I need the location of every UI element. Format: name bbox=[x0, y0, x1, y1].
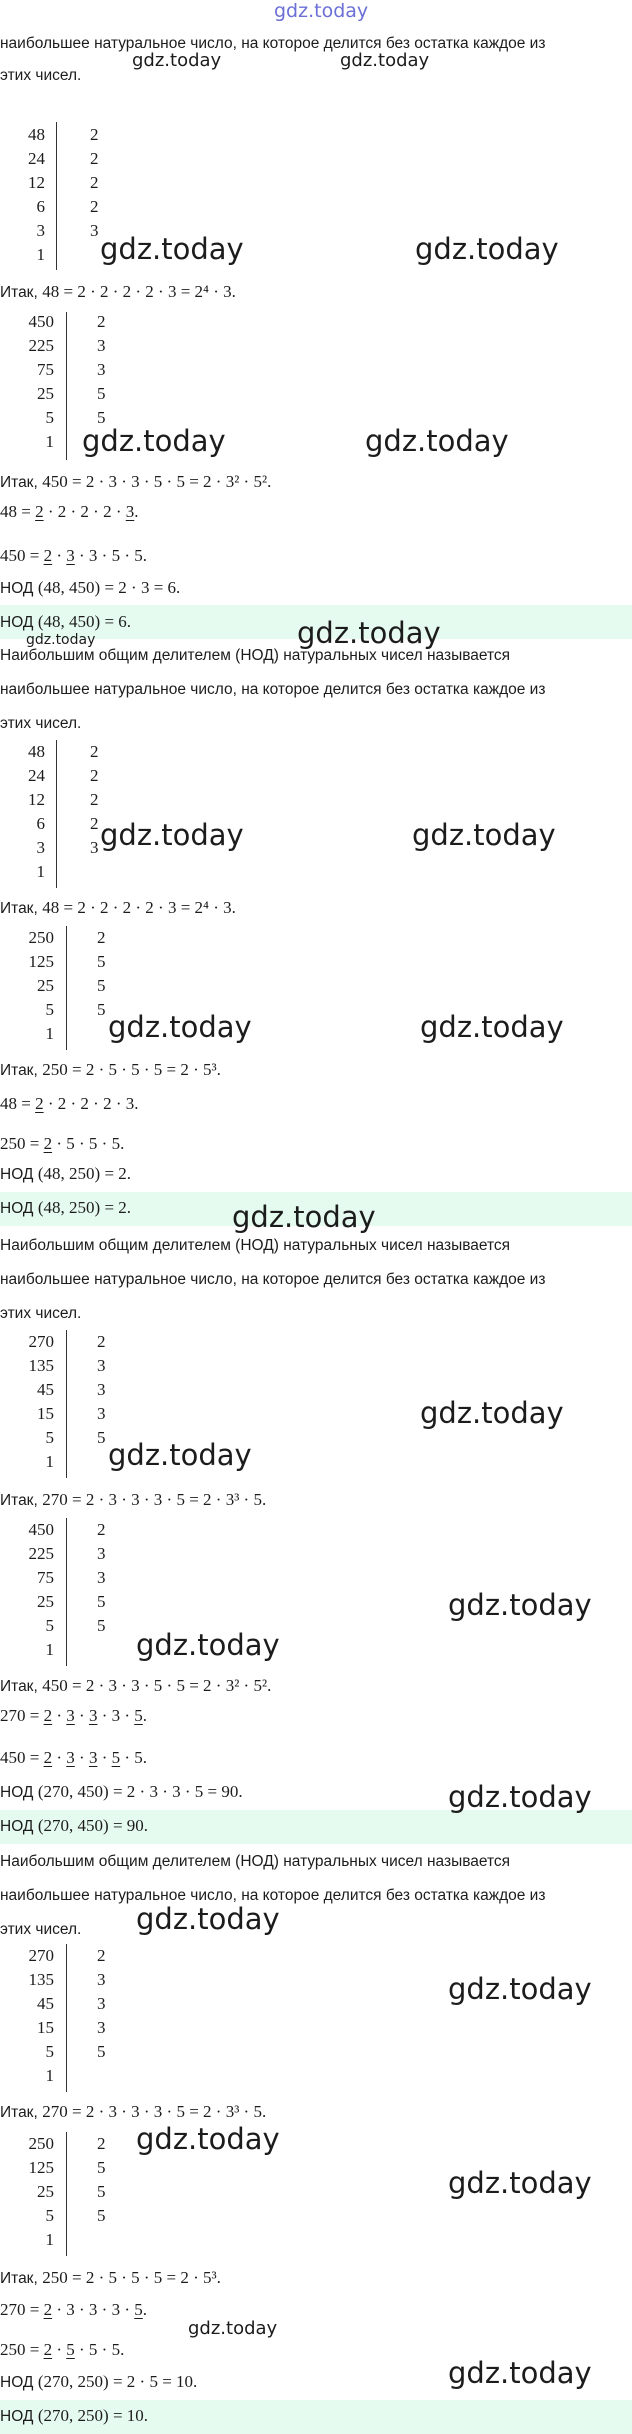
underlined-factors: 450 = 2 · 3 · 3 · 5 · 5. bbox=[0, 546, 147, 565]
watermark: gdz.today bbox=[132, 50, 222, 71]
gcd-answer: НОД (48, 450) = 6. bbox=[0, 612, 132, 631]
watermark: gdz.today bbox=[108, 1438, 252, 1472]
watermark: gdz.today bbox=[136, 1902, 280, 1936]
watermark: gdz.today bbox=[448, 2166, 592, 2200]
definition-line: этих чисел. bbox=[0, 1921, 82, 1938]
underlined-factors: 270 = 2 · 3 · 3 · 3 · 5. bbox=[0, 1706, 148, 1725]
underlined-factors: 48 = 2 · 2 · 2 · 2 · 3. bbox=[0, 502, 139, 521]
watermark: gdz.today bbox=[100, 818, 244, 852]
gcd-answer: НОД (48, 250) = 2. bbox=[0, 1198, 132, 1217]
definition-line: этих чисел. bbox=[0, 67, 82, 84]
definition-line: наибольшее натуральное число, на которое делится без остатка каждое из bbox=[0, 1887, 546, 1904]
watermark: gdz.today bbox=[412, 818, 556, 852]
factorization-result: Итак, 270 = 2 · 3 · 3 · 3 · 5 = 2 · 3³ · 5. bbox=[0, 1490, 267, 1509]
factorization-result: Итак, 250 = 2 · 5 · 5 · 5 = 2 · 5³. bbox=[0, 1060, 221, 1079]
gcd-calculation: НОД (48, 250) = 2. bbox=[0, 1164, 132, 1183]
watermark: gdz.today bbox=[448, 1972, 592, 2006]
site-logo[interactable]: gdz.today bbox=[274, 0, 369, 22]
watermark: gdz.today bbox=[232, 1200, 376, 1234]
watermark: gdz.today bbox=[415, 232, 559, 266]
watermark: gdz.today bbox=[340, 50, 430, 71]
watermark: gdz.today bbox=[136, 2122, 280, 2156]
watermark: gdz.today bbox=[420, 1010, 564, 1044]
watermark: gdz.today bbox=[188, 2318, 278, 2339]
underlined-factors: 48 = 2 · 2 · 2 · 2 · 3. bbox=[0, 1094, 139, 1113]
underlined-factors: 270 = 2 · 3 · 3 · 3 · 5. bbox=[0, 2300, 147, 2319]
watermark: gdz.today bbox=[448, 1780, 592, 1814]
factorization-result: Итак, 250 = 2 · 5 · 5 · 5 = 2 · 5³. bbox=[0, 2268, 221, 2287]
watermark: gdz.today bbox=[365, 424, 509, 458]
watermark: gdz.today bbox=[420, 1396, 564, 1430]
underlined-factors: 450 = 2 · 3 · 3 · 5 · 5. bbox=[0, 1748, 148, 1767]
watermark: gdz.today bbox=[448, 1588, 592, 1622]
watermark: gdz.today bbox=[100, 232, 244, 266]
watermark: gdz.today bbox=[136, 1628, 280, 1662]
gcd-answer: НОД (270, 450) = 90. bbox=[0, 1816, 149, 1835]
watermark: gdz.today bbox=[108, 1010, 252, 1044]
underlined-factors: 250 = 2 · 5 · 5 · 5. bbox=[0, 2340, 125, 2359]
watermark: gdz.today bbox=[448, 2356, 592, 2390]
gcd-answer: НОД (270, 250) = 10. bbox=[0, 2406, 149, 2425]
gcd-calculation: НОД (270, 250) = 2 · 5 = 10. bbox=[0, 2372, 198, 2391]
definition-line: наибольшее натуральное число, на которое делится без остатка каждое из bbox=[0, 1271, 546, 1288]
definition-line: Наибольшим общим делителем (НОД) натуральных чисел называется bbox=[0, 1237, 511, 1254]
watermark: gdz.today bbox=[297, 616, 441, 650]
factorization-result: Итак, 270 = 2 · 3 · 3 · 3 · 5 = 2 · 3³ · 5. bbox=[0, 2102, 267, 2121]
watermark: gdz.today bbox=[26, 632, 96, 648]
definition-line: этих чисел. bbox=[0, 1305, 82, 1322]
factorization-result: Итак, 48 = 2 · 2 · 2 · 2 · 3 = 2⁴ · 3. bbox=[0, 282, 236, 301]
factorization-result: Итак, 450 = 2 · 3 · 3 · 5 · 5 = 2 · 3² · 5². bbox=[0, 472, 272, 491]
factorization-result: Итак, 450 = 2 · 3 · 3 · 5 · 5 = 2 · 3² · 5². bbox=[0, 1676, 272, 1695]
factorization-result: Итак, 48 = 2 · 2 · 2 · 2 · 3 = 2⁴ · 3. bbox=[0, 898, 236, 917]
definition-line: этих чисел. bbox=[0, 715, 82, 732]
definition-line: Наибольшим общим делителем (НОД) натуральных чисел называется bbox=[0, 647, 511, 664]
underlined-factors: 250 = 2 · 5 · 5 · 5. bbox=[0, 1134, 125, 1153]
definition-line: наибольшее натуральное число, на которое делится без остатка каждое из bbox=[0, 681, 546, 698]
definition-line: Наибольшим общим делителем (НОД) натуральных чисел называется bbox=[0, 1853, 511, 1870]
definition-line: наибольшее натуральное число, на которое делится без остатка каждое из bbox=[0, 35, 546, 52]
gcd-calculation: НОД (48, 450) = 2 · 3 = 6. bbox=[0, 578, 181, 597]
watermark: gdz.today bbox=[82, 424, 226, 458]
gcd-calculation: НОД (270, 450) = 2 · 3 · 3 · 5 = 90. bbox=[0, 1782, 243, 1801]
